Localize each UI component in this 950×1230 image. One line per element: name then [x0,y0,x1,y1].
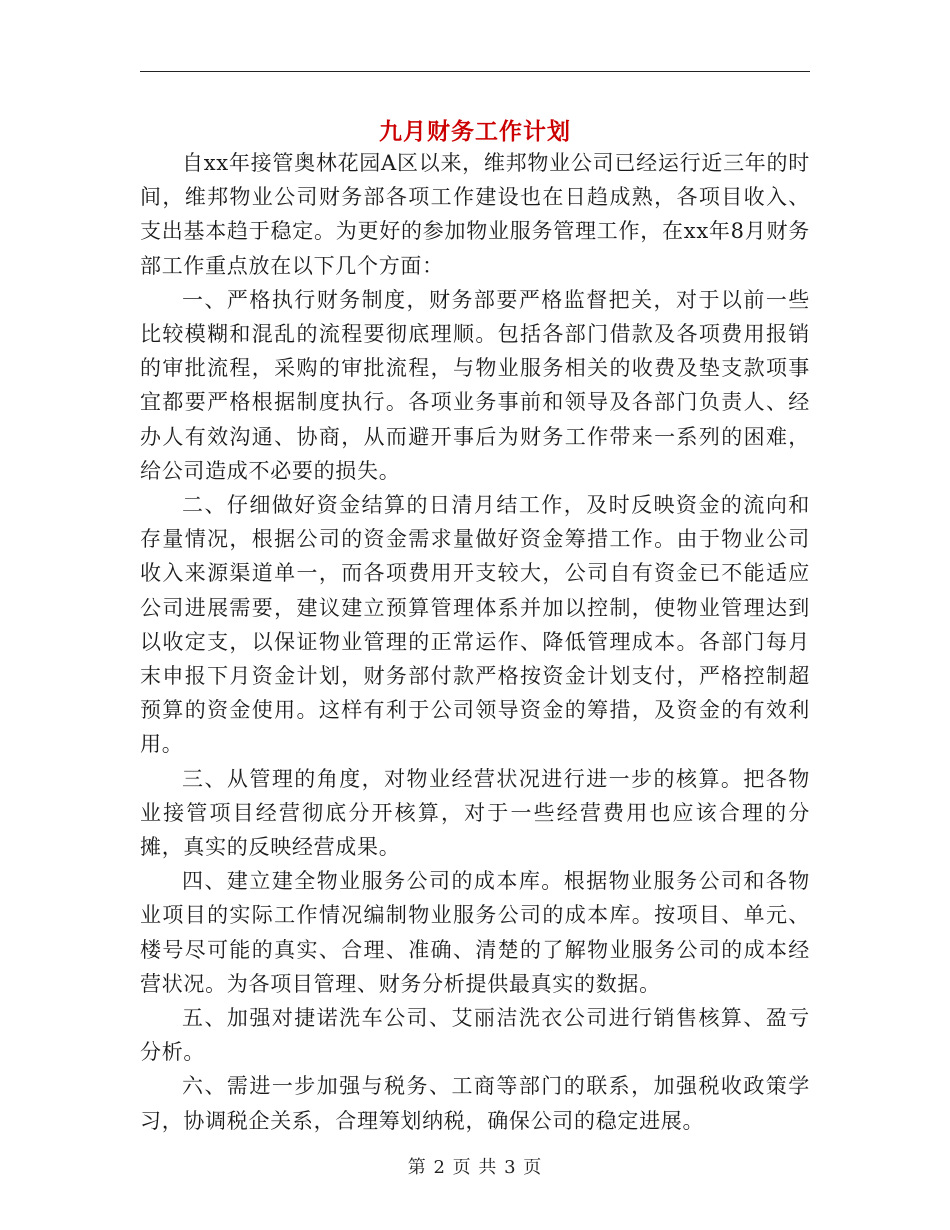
item-5-paragraph: 五、加强对捷诺洗车公司、艾丽洁洗衣公司进行销售核算、盈亏分析。 [140,1006,810,1065]
item-4-paragraph: 四、建立建全物业服务公司的成本库。根据物业服务公司和各物业项目的实际工作情况编制物业服务公司的成本库。按项目、单元、楼号尽可能的真实、合理、准确、清楚的了解物业服务公司的成本经营状况。为各项目管理、财务分析提供最真实的数据。 [140,869,810,996]
header-rule [140,71,810,72]
item-6-paragraph: 六、需进一步加强与税务、工商等部门的联系，加强税收政策学习，协调税企关系，合理筹划纳税，确保公司的稳定进展。 [140,1074,810,1133]
document-body [140,146,810,1138]
page-number-footer: 第 2 页 共 3 页 [407,1157,543,1178]
document-title: 九月财务工作计划 [379,118,571,145]
item-1-paragraph: 一、严格执行财务制度，财务部要严格监督把关，对于以前一些比较模糊和混乱的流程要彻底理顺。包括各部门借款及各项费用报销的审批流程，采购的审批流程，与物业服务相关的收费及垫支款项事宜都要严格根据制度执行。各项业务事前和领导及各部门负责人、经办人有效沟通、协商，从而避开事后为财务工作带来一系列的困难，给公司造成不必要的损失。 [140,287,810,483]
intro-paragraph: 自xx年接管奥林花园A区以来，维邦物业公司已经运行近三年的时间，维邦物业公司财务部各项工作建设也在日趋成熟，各项目收入、支出基本趋于稳定。为更好的参加物业服务管理工作，在xx年8月财务部工作重点放在以下几个方面： [140,151,810,278]
item-3-paragraph: 三、从管理的角度，对物业经营状况进行进一步的核算。把各物业接管项目经营彻底分开核算，对于一些经营费用也应该合理的分摊，真实的反映经营成果。 [140,766,810,860]
item-2-paragraph: 二、仔细做好资金结算的日清月结工作，及时反映资金的流向和存量情况，根据公司的资金需求量做好资金筹措工作。由于物业公司收入来源渠道单一，而各项费用开支较大，公司自有资金已不能适应公司进展需要，建议建立预算管理体系并加以控制，使物业管理达到以收定支，以保证物业管理的正常运作、降低管理成本。各部门每月末申报下月资金计划，财务部付款严格按资金计划支付，严格控制超预算的资金使用。这样有利于公司领导资金的筹措，及资金的有效利用。 [140,493,810,757]
